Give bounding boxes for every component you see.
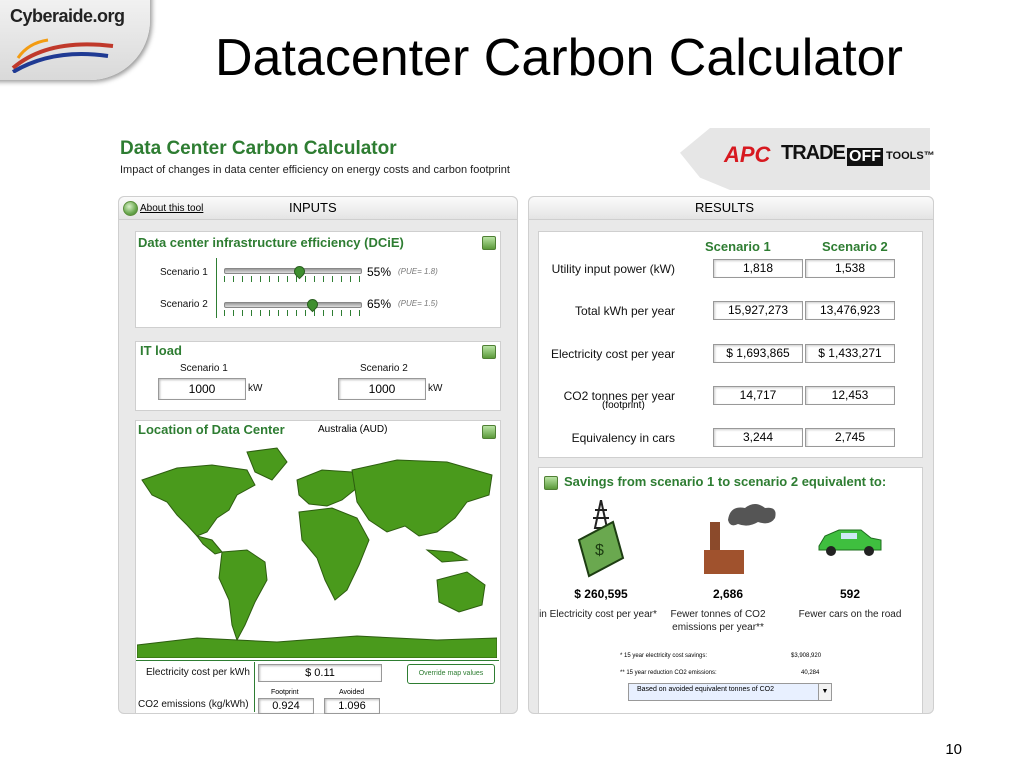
result-label-total-kwh: Total kWh per year xyxy=(574,304,675,318)
dcie-scenario2-value: 65% xyxy=(367,297,392,311)
chevron-down-icon[interactable]: ▼ xyxy=(818,684,831,700)
result-electricity-cost-s2: $ 1,433,271 xyxy=(805,344,895,363)
electricity-cost-label: Electricity cost per kWh xyxy=(146,667,250,678)
it-load-scenario2-input[interactable]: 1000 xyxy=(338,378,426,400)
dcie-scenario1-value: 55% xyxy=(367,265,392,279)
factory-smoke-icon xyxy=(700,500,780,578)
result-co2-s2: 12,453 xyxy=(805,386,895,405)
dcie-divider xyxy=(216,258,217,318)
result-total-kwh-s1: 15,927,273 xyxy=(713,301,803,320)
dcie-scenario1-pue: (PUE= 1.8) xyxy=(398,267,438,276)
savings-co2-caption: Fewer tonnes of CO2 emissions per year** xyxy=(670,609,766,633)
brand-trade: TRADE xyxy=(781,142,845,164)
inputs-header: INPUTS xyxy=(289,200,337,215)
dcie-scenario2-slider[interactable] xyxy=(224,302,362,308)
result-cars-s1: 3,244 xyxy=(713,428,803,447)
savings-cars-value: 592 xyxy=(839,587,861,601)
slide-title: Datacenter Carbon Calculator xyxy=(215,29,903,87)
svg-text:$: $ xyxy=(595,542,604,559)
override-map-values-button[interactable]: Override map values xyxy=(407,664,495,684)
co2-footprint-label: Footprint xyxy=(271,689,299,696)
dcie-help-icon[interactable] xyxy=(482,236,496,250)
result-cars-s2: 2,745 xyxy=(805,428,895,447)
dcie-scenario2-label: Scenario 2 xyxy=(160,299,208,310)
dcie-scenario1-label: Scenario 1 xyxy=(160,267,208,278)
result-co2-s1: 14,717 xyxy=(713,386,803,405)
savings-cost-caption: in Electricity cost per year* xyxy=(539,609,657,620)
results-col-scenario1: Scenario 1 xyxy=(705,239,771,254)
basis-select-label: Based on avoided equivalent tonnes of CO2 xyxy=(637,686,774,693)
savings-cost-value: $ 260,595 xyxy=(574,587,628,601)
logo-swoosh-icon xyxy=(8,28,118,73)
co2-emissions-label: CO2 emissions (kg/kWh) xyxy=(138,699,249,710)
result-electricity-cost-s1: $ 1,693,865 xyxy=(713,344,803,363)
dcie-title: Data center infrastructure efficiency (DCiE) xyxy=(138,235,404,250)
tool-title: Data Center Carbon Calculator xyxy=(120,138,397,159)
note1-label: * 15 year electricity cost savings: xyxy=(620,653,708,659)
it-load-title: IT load xyxy=(140,343,182,358)
apc-logo: APC xyxy=(724,142,771,167)
it-load-scenario1-input[interactable]: 1000 xyxy=(158,378,246,400)
note1-value: $3,908,920 xyxy=(791,653,822,659)
savings-help-icon[interactable] xyxy=(544,476,558,490)
brand-tools: TOOLS™ xyxy=(886,150,935,162)
co2-avoided-label: Avoided xyxy=(339,689,365,696)
it-load-scenario2-unit: kW xyxy=(428,383,443,394)
it-load-scenario2-label: Scenario 2 xyxy=(360,363,408,374)
co2-avoided-input[interactable]: 1.096 xyxy=(324,698,380,714)
result-utility-power-s1: 1,818 xyxy=(713,259,803,278)
result-label-cars: Equivalency in cars xyxy=(571,431,675,445)
note2-label: ** 15 year reduction CO2 emissions: xyxy=(620,670,717,676)
co2-footprint-input[interactable]: 0.924 xyxy=(258,698,314,714)
location-selected: Australia (AUD) xyxy=(318,424,388,435)
map-antarctica xyxy=(137,636,497,658)
result-label-co2-sub: (footprint) xyxy=(602,400,645,411)
savings-title: Savings from scenario 1 to scenario 2 equivalent to: xyxy=(564,474,887,489)
brand-off: OFF xyxy=(849,148,881,165)
it-load-scenario1-unit: kW xyxy=(248,383,263,394)
it-load-box xyxy=(135,341,501,411)
result-label-co2: CO2 tonnes per year xyxy=(563,389,675,403)
location-divider xyxy=(136,660,499,661)
basis-select[interactable] xyxy=(628,683,832,701)
about-tool-link[interactable]: About this tool xyxy=(140,203,204,214)
cost-divider xyxy=(254,662,255,712)
it-load-help-icon[interactable] xyxy=(482,345,496,359)
dcie-scenario2-pue: (PUE= 1.5) xyxy=(398,299,438,308)
dcie-scenario2-ticks xyxy=(224,310,362,316)
money-tower-icon xyxy=(573,500,629,578)
results-col-scenario2: Scenario 2 xyxy=(822,239,888,254)
electricity-cost-input[interactable]: $ 0.11 xyxy=(258,664,382,682)
result-utility-power-s2: 1,538 xyxy=(805,259,895,278)
location-help-icon[interactable] xyxy=(482,425,496,439)
page-number: 10 xyxy=(945,741,962,758)
tool-subtitle: Impact of changes in data center efficiency on energy costs and carbon footprint xyxy=(120,164,510,176)
results-header: RESULTS xyxy=(695,200,754,215)
world-map[interactable] xyxy=(137,440,497,658)
savings-co2-value: 2,686 xyxy=(712,587,744,601)
note2-value: 40,284 xyxy=(801,670,820,676)
location-title: Location of Data Center xyxy=(138,422,285,437)
it-load-scenario1-label: Scenario 1 xyxy=(180,363,228,374)
result-label-electricity-cost: Electricity cost per year xyxy=(550,347,675,361)
result-total-kwh-s2: 13,476,923 xyxy=(805,301,895,320)
dcie-scenario1-ticks xyxy=(224,276,362,282)
result-label-utility-power: Utility input power (kW) xyxy=(551,262,675,276)
car-icon xyxy=(815,524,885,558)
info-icon[interactable] xyxy=(123,201,138,216)
cyberaide-logo: Cyberaide.org xyxy=(10,6,125,26)
savings-cars-caption: Fewer cars on the road xyxy=(798,609,902,620)
